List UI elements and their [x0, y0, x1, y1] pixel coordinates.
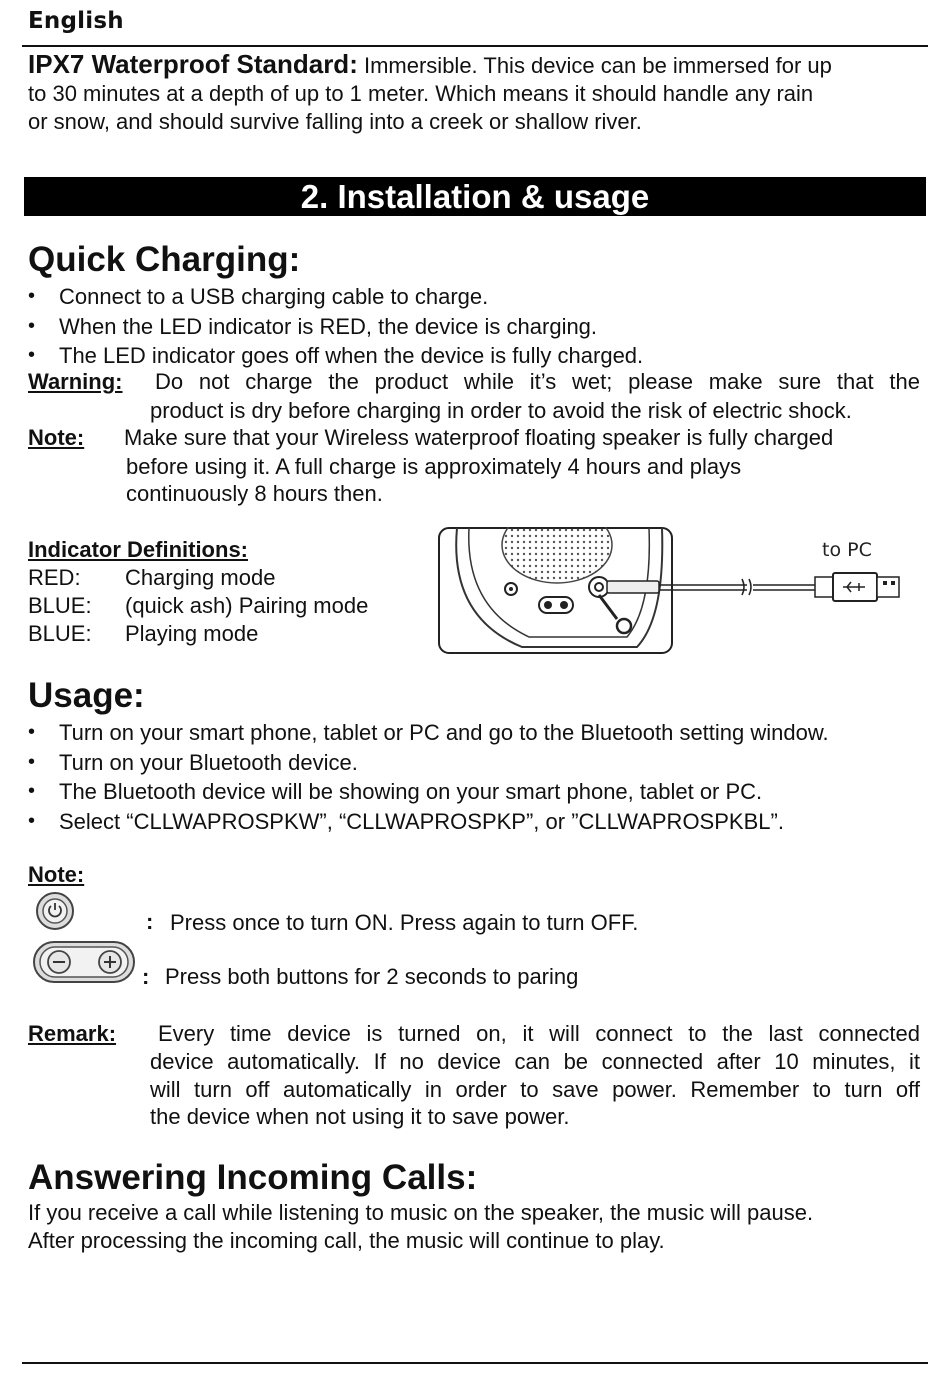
indicator-value: Charging mode: [125, 565, 276, 590]
button-note-label: Note:: [28, 862, 85, 887]
indicator-row: [28, 592, 368, 620]
warning-label: Warning:: [28, 369, 123, 394]
indicator-value: (quick ash) Pairing mode: [125, 593, 369, 618]
list-item: • When the LED indicator is RED, the device is charging.: [28, 312, 928, 342]
list-item: • The LED indicator goes off when the device is fully charged.: [28, 341, 928, 371]
indicator-value: Playing mode: [125, 621, 259, 646]
quick-charging-heading: Quick Charging:: [28, 240, 301, 279]
calls-line-1: If you receive a call while listening to music on the speaker, the music will pause.: [28, 1200, 814, 1225]
list-item: • The Bluetooth device will be showing on your smart phone, tablet or PC.: [28, 777, 928, 807]
power-colon: :: [146, 909, 154, 934]
remark-line-3: will turn off automatically in order to save power. Remember to turn off: [150, 1077, 920, 1102]
section-banner: 2. Installation & usage: [24, 177, 926, 216]
speaker-usb-illustration: [437, 527, 907, 657]
usage-heading: Usage:: [28, 676, 145, 715]
ipx7-line-2: to 30 minutes at a depth of up to 1 meter. Which means it should handle any rain: [28, 81, 814, 106]
to-pc-label: to PC: [822, 539, 872, 561]
indicator-row: [28, 564, 275, 592]
power-button-icon: [33, 891, 77, 931]
note-label: Note:: [28, 425, 85, 450]
ipx7-line-3: or snow, and should survive falling into a creek or shallow river.: [28, 109, 642, 134]
list-item: • Select “CLLWAPROSPKW”, “CLLWAPROSPKP”, or ”CLLWAPROSPKBL”.: [28, 807, 928, 837]
power-instruction: Press once to turn ON. Press again to turn OFF.: [170, 910, 639, 935]
remark-line-4: the device when not using it to save power.: [150, 1104, 570, 1129]
pair-instruction: Press both buttons for 2 seconds to paring: [165, 964, 579, 989]
header-divider: [22, 45, 928, 47]
volume-buttons-icon: [32, 938, 136, 986]
language-header: English: [28, 8, 124, 34]
ipx7-title: IPX7 Waterproof Standard:: [28, 49, 358, 79]
remark-line-1: Every time device is turned on, it will connect to the last connected: [158, 1021, 920, 1046]
list-item: • Turn on your Bluetooth device.: [28, 748, 928, 778]
list-item: • Connect to a USB charging cable to charge.: [28, 282, 928, 312]
ipx7-paragraph: [28, 50, 918, 136]
remark-label: Remark:: [28, 1021, 117, 1046]
list-item: • Turn on your smart phone, tablet or PC and go to the Bluetooth setting window.: [28, 718, 928, 748]
footer-divider: [22, 1362, 928, 1364]
calls-line-2: After processing the incoming call, the music will continue to play.: [28, 1228, 665, 1253]
warning-line-1: Do not charge the product while it’s wet; please make sure that the: [155, 369, 920, 394]
indicator-key: BLUE:: [28, 621, 92, 646]
calls-heading: Answering Incoming Calls:: [28, 1158, 478, 1197]
indicator-key: BLUE:: [28, 593, 92, 618]
ipx7-line-1: Immersible. This device can be immersed for up: [363, 53, 832, 78]
quick-charging-list: [28, 282, 928, 371]
note-line-1: Make sure that your Wireless waterproof floating speaker is fully charged: [124, 425, 834, 450]
indicator-heading: Indicator Definitions:: [28, 537, 248, 562]
indicator-key: RED:: [28, 565, 81, 590]
warning-line-2: product is dry before charging in order to avoid the risk of electric shock.: [150, 398, 852, 423]
usage-list: [28, 718, 928, 836]
calls-paragraph: [28, 1199, 918, 1255]
note-line-2: before using it. A full charge is approximately 4 hours and plays: [126, 454, 742, 479]
remark-line-2: device automatically. If no device can be connected after 10 minutes, it: [150, 1049, 920, 1074]
note-line-3: continuously 8 hours then.: [126, 481, 383, 506]
pair-colon: :: [142, 964, 150, 989]
indicator-row: [28, 620, 258, 648]
